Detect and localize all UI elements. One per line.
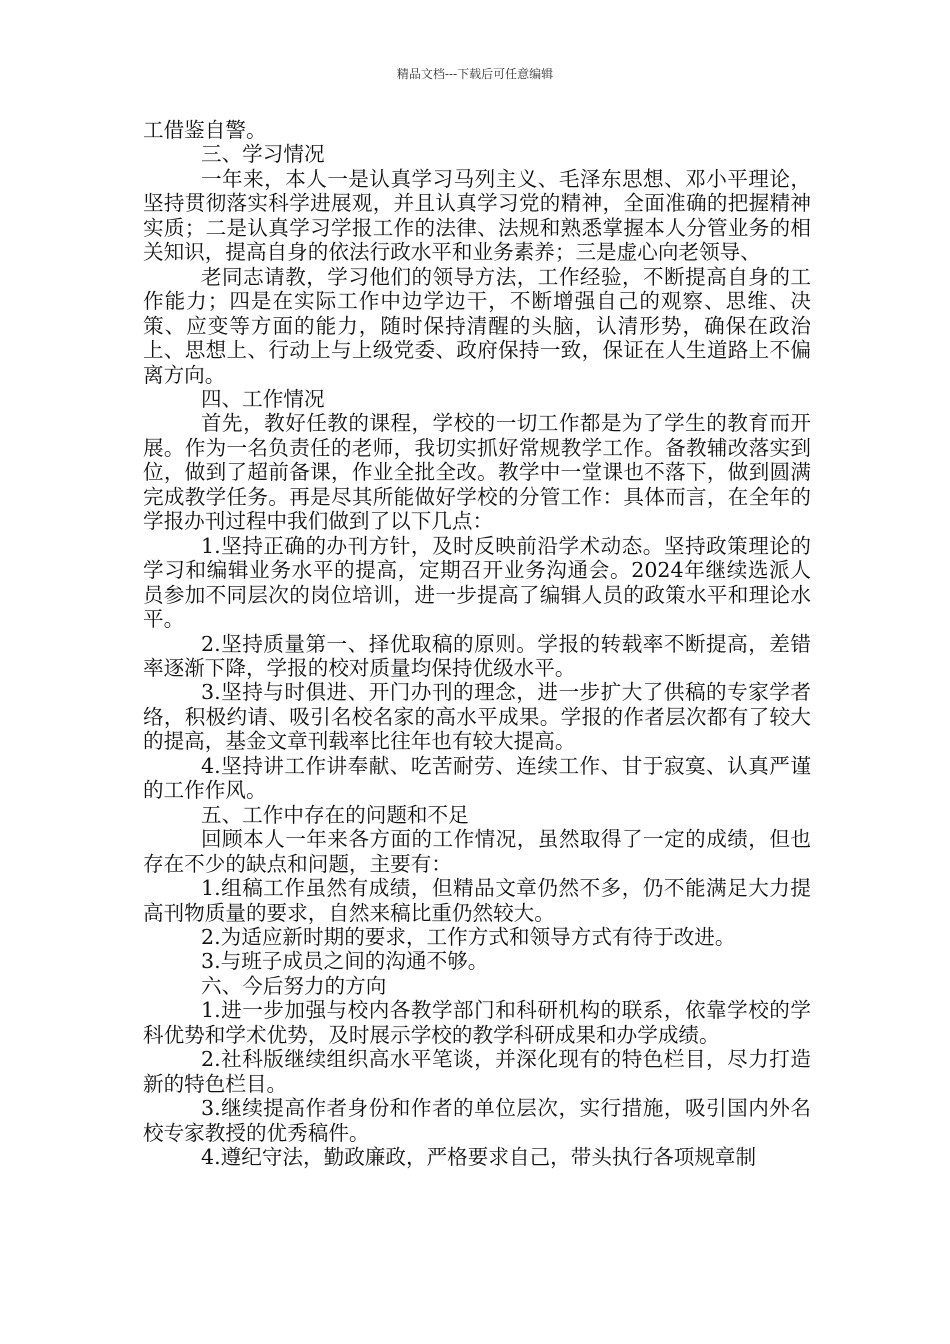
document-body	[143, 118, 811, 1169]
list-item: 3.坚持与时俱进、开门办刊的理念，进一步扩大了供稿的专家学者络，积极约请、吸引名校名家的高水平成果。学报的作者层次都有了较大的提高，基金文章刊载率比往年也有较大提高。	[143, 680, 811, 754]
section-heading: 五、工作中存在的问题和不足	[201, 802, 469, 827]
paragraph: 回顾本人一年来各方面的工作情况，虽然取得了一定的成绩，但也存在不少的缺点和问题，主要有：	[143, 827, 811, 876]
list-item: 4.遵纪守法，勤政廉政，严格要求自己，带头执行各项规章制	[201, 1145, 757, 1170]
section-heading: 三、学习情况	[201, 142, 325, 167]
list-item: 3.继续提高作者身份和作者的单位层次，实行措施，吸引国内外名校专家教授的优秀稿件。	[143, 1096, 811, 1145]
list-item: 1.坚持正确的办刊方针，及时反映前沿学术动态。坚持政策理论的学习和编辑业务水平的提高，定期召开业务沟通会。2024年继续选派人员参加不同层次的岗位培训，进一步提高了编辑人员的政策水平和理论水平。	[143, 533, 811, 632]
list-item: 3.与班子成员之间的沟通不够。	[201, 949, 489, 974]
list-item: 4.坚持讲工作讲奉献、吃苦耐劳、连续工作、甘于寂寞、认真严谨的工作作风。	[143, 753, 811, 803]
list-item: 1.组稿工作虽然有成绩，但精品文章仍然不多，仍不能满足大力提高刊物质量的要求，自然来稿比重仍然较大。	[143, 876, 811, 925]
page-header: 精品文档---下载后可任意编辑	[396, 67, 554, 81]
list-item: 2.为适应新时期的要求，工作方式和领导方式有待于改进。	[201, 924, 736, 949]
list-item: 2.社科版继续组织高水平笔谈，并深化现有的特色栏目，尽力打造新的特色栏目。	[143, 1047, 811, 1096]
section-heading: 四、工作情况	[201, 386, 325, 411]
section-heading: 六、今后努力的方向	[201, 973, 387, 998]
paragraph: 首先，教好任教的课程，学校的一切工作都是为了学生的教育而开展。作为一名负责任的老师，我切实抓好常规教学工作。备教辅改落实到位，做到了超前备课，作业全批全改。教学中一堂课也不落下，做到圆满完成教学任务。再是尽其所能做好学校的分管工作：具体而言，在全年的学报办刊过程中我们做到了以下几点：	[143, 411, 811, 534]
paragraph: 老同志请教，学习他们的领导方法，工作经验，不断提高自身的工作能力；四是在实际工作中边学边干，不断增强自己的观察、思维、决策、应变等方面的能力，随时保持清醒的头脑，认清形势，确保在政治上、思想上、行动上与上级党委、政府保持一致，保证在人生道路上不偏离方向。	[143, 264, 811, 387]
list-item: 2.坚持质量第一、择优取稿的原则。学报的转载率不断提高，差错率逐渐下降，学报的校对质量均保持优级水平。	[143, 631, 811, 680]
paragraph: 一年来，本人一是认真学习马列主义、毛泽东思想、邓小平理论，坚持贯彻落实科学进展观，并且认真学习党的精神，全面准确的把握精神实质；二是认真学习学报工作的法律、法规和熟悉掌握本人分管业务的相关知识，提高自身的依法行政水平和业务素养；三是虚心向老领导、	[143, 166, 811, 265]
paragraph: 工借鉴自警。	[143, 118, 267, 142]
list-item: 1.进一步加强与校内各教学部门和科研机构的联系，依靠学校的学科优势和学术优势，及时展示学校的教学科研成果和办学成绩。	[143, 998, 811, 1047]
